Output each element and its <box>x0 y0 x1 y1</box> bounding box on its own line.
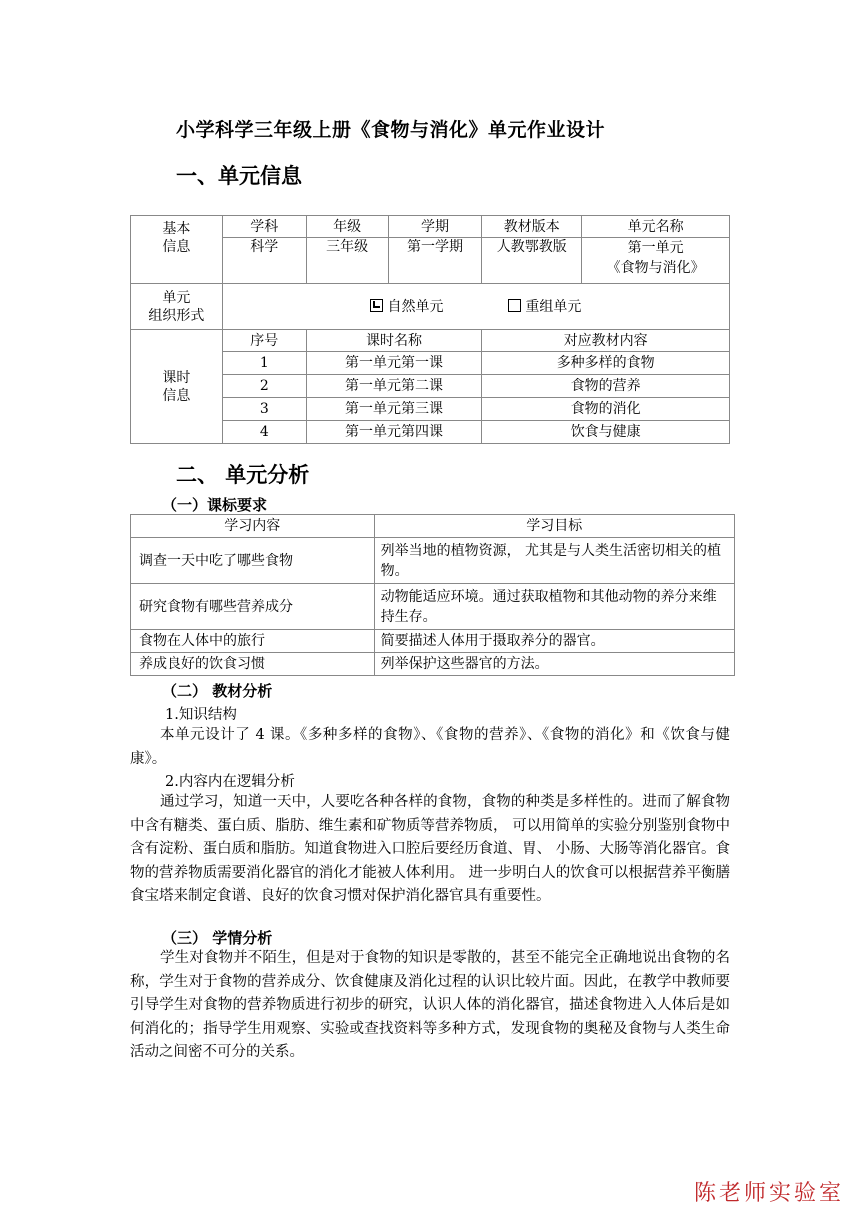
org-form-label: 单元 组织形式 <box>131 284 223 330</box>
watermark: 陈老师实验室 <box>693 1181 844 1206</box>
header-learning-content: 学习内容 <box>131 515 375 538</box>
lesson-name: 第一单元第四课 <box>306 421 482 444</box>
option-regroup-unit-label: 重组单元 <box>525 298 582 315</box>
value-subject: 科学 <box>222 238 306 284</box>
subheading-textbook-analysis: （二） 教材分析 <box>162 682 273 700</box>
header-grade: 年级 <box>306 216 388 238</box>
paragraph-knowledge-structure: 本单元设计了 4 课。《多种多样的食物》、《食物的营养》、《食物的消化》和《饮食与健康》。 <box>130 727 730 767</box>
subheading-student-analysis: （三） 学情分析 <box>162 929 273 947</box>
lesson-no: 3 <box>222 398 306 421</box>
table-row <box>131 630 735 653</box>
paragraph-logic-analysis: 通过学习，知道一天中，人要吃各种各样的食物，食物的种类是多样性的。进而了解食物中含有糖类、蛋白质、脂肪、维生素和矿物质等营养物质， 可以用简单的实验分别鉴别食物中含有淀粉、蛋白质和脂肪。知道食物进入口腔后要经历食道、胃、 小肠、大肠等消化器官。食物的营养物质需要消化器官的消化才能被人体利用。 进一步明白人的饮食可以根据营养平衡膳食宝塔来制定食谱、良好的饮食习惯对保护消化器官具有重要性。 <box>130 794 730 904</box>
learning-content: 食物在人体中的旅行 <box>131 630 375 653</box>
basic-info-label: 基本 信息 <box>131 216 223 284</box>
lesson-content: 饮食与健康 <box>482 421 730 444</box>
value-edition: 人教鄂教版 <box>482 238 582 284</box>
checkbox-natural-unit[interactable] <box>370 299 383 312</box>
subheading-knowledge-structure: 1.知识结构 <box>165 707 237 723</box>
section-heading-unit-info: 一、单元信息 <box>176 164 302 188</box>
header-semester: 学期 <box>388 216 482 238</box>
lesson-no: 2 <box>222 375 306 398</box>
value-unit-name: 第一单元 《食物与消化》 <box>582 238 730 284</box>
header-edition: 教材版本 <box>482 216 582 238</box>
lesson-name: 第一单元第三课 <box>306 398 482 421</box>
learning-content: 调查一天中吃了哪些食物 <box>131 538 375 584</box>
lesson-name: 第一单元第二课 <box>306 375 482 398</box>
learning-goal: 动物能适应环境。通过获取植物和其他动物的养分来维持生存。 <box>374 584 734 630</box>
lesson-content: 食物的消化 <box>482 398 730 421</box>
header-subject: 学科 <box>222 216 306 238</box>
lesson-no: 4 <box>222 421 306 444</box>
learning-goal: 列举当地的植物资源， 尤其是与人类生活密切相关的植物。 <box>374 538 734 584</box>
learning-goal: 简要描述人体用于摄取养分的器官。 <box>374 630 734 653</box>
lesson-info-label: 课时 信息 <box>131 330 223 444</box>
lesson-header-name: 课时名称 <box>306 330 482 352</box>
lesson-no: 1 <box>222 352 306 375</box>
subheading-logic-analysis: 2.内容内在逻辑分析 <box>165 774 295 790</box>
curriculum-table <box>130 514 735 676</box>
learning-content: 养成良好的饮食习惯 <box>131 653 375 676</box>
lesson-name: 第一单元第一课 <box>306 352 482 375</box>
subheading-curriculum: （一）课标要求 <box>162 496 268 514</box>
header-unit-name: 单元名称 <box>582 216 730 238</box>
table-row <box>131 538 735 584</box>
value-semester: 第一学期 <box>388 238 482 284</box>
unit-info-table <box>130 215 730 444</box>
paragraph-student-analysis: 学生对食物并不陌生，但是对于食物的知识是零散的，甚至不能完全正确地说出食物的名称，学生对于食物的营养成分、饮食健康及消化过程的认识比较片面。因此，在教学中教师要引导学生对食物的营养物质进行初步的研究，认识人体的消化器官，描述食物进入人体后是如何消化的；指导学生用观察、实验或查找资料等多种方式，发现食物的奥秘及食物与人类生命活动之间密不可分的关系。 <box>130 950 730 1060</box>
lesson-content: 多种多样的食物 <box>482 352 730 375</box>
table-row <box>131 584 735 630</box>
lesson-header-content: 对应教材内容 <box>482 330 730 352</box>
checkbox-regroup-unit[interactable] <box>508 299 521 312</box>
lesson-header-no: 序号 <box>222 330 306 352</box>
page-title: 小学科学三年级上册《食物与消化》单元作业设计 <box>176 119 606 141</box>
table-row <box>131 653 735 676</box>
value-grade: 三年级 <box>306 238 388 284</box>
learning-content: 研究食物有哪些营养成分 <box>131 584 375 630</box>
header-learning-goal: 学习目标 <box>374 515 734 538</box>
section-heading-unit-analysis: 二、 单元分析 <box>176 463 310 487</box>
org-form-options <box>222 284 729 330</box>
lesson-content: 食物的营养 <box>482 375 730 398</box>
learning-goal: 列举保护这些器官的方法。 <box>374 653 734 676</box>
option-natural-unit-label: 自然单元 <box>387 298 444 315</box>
